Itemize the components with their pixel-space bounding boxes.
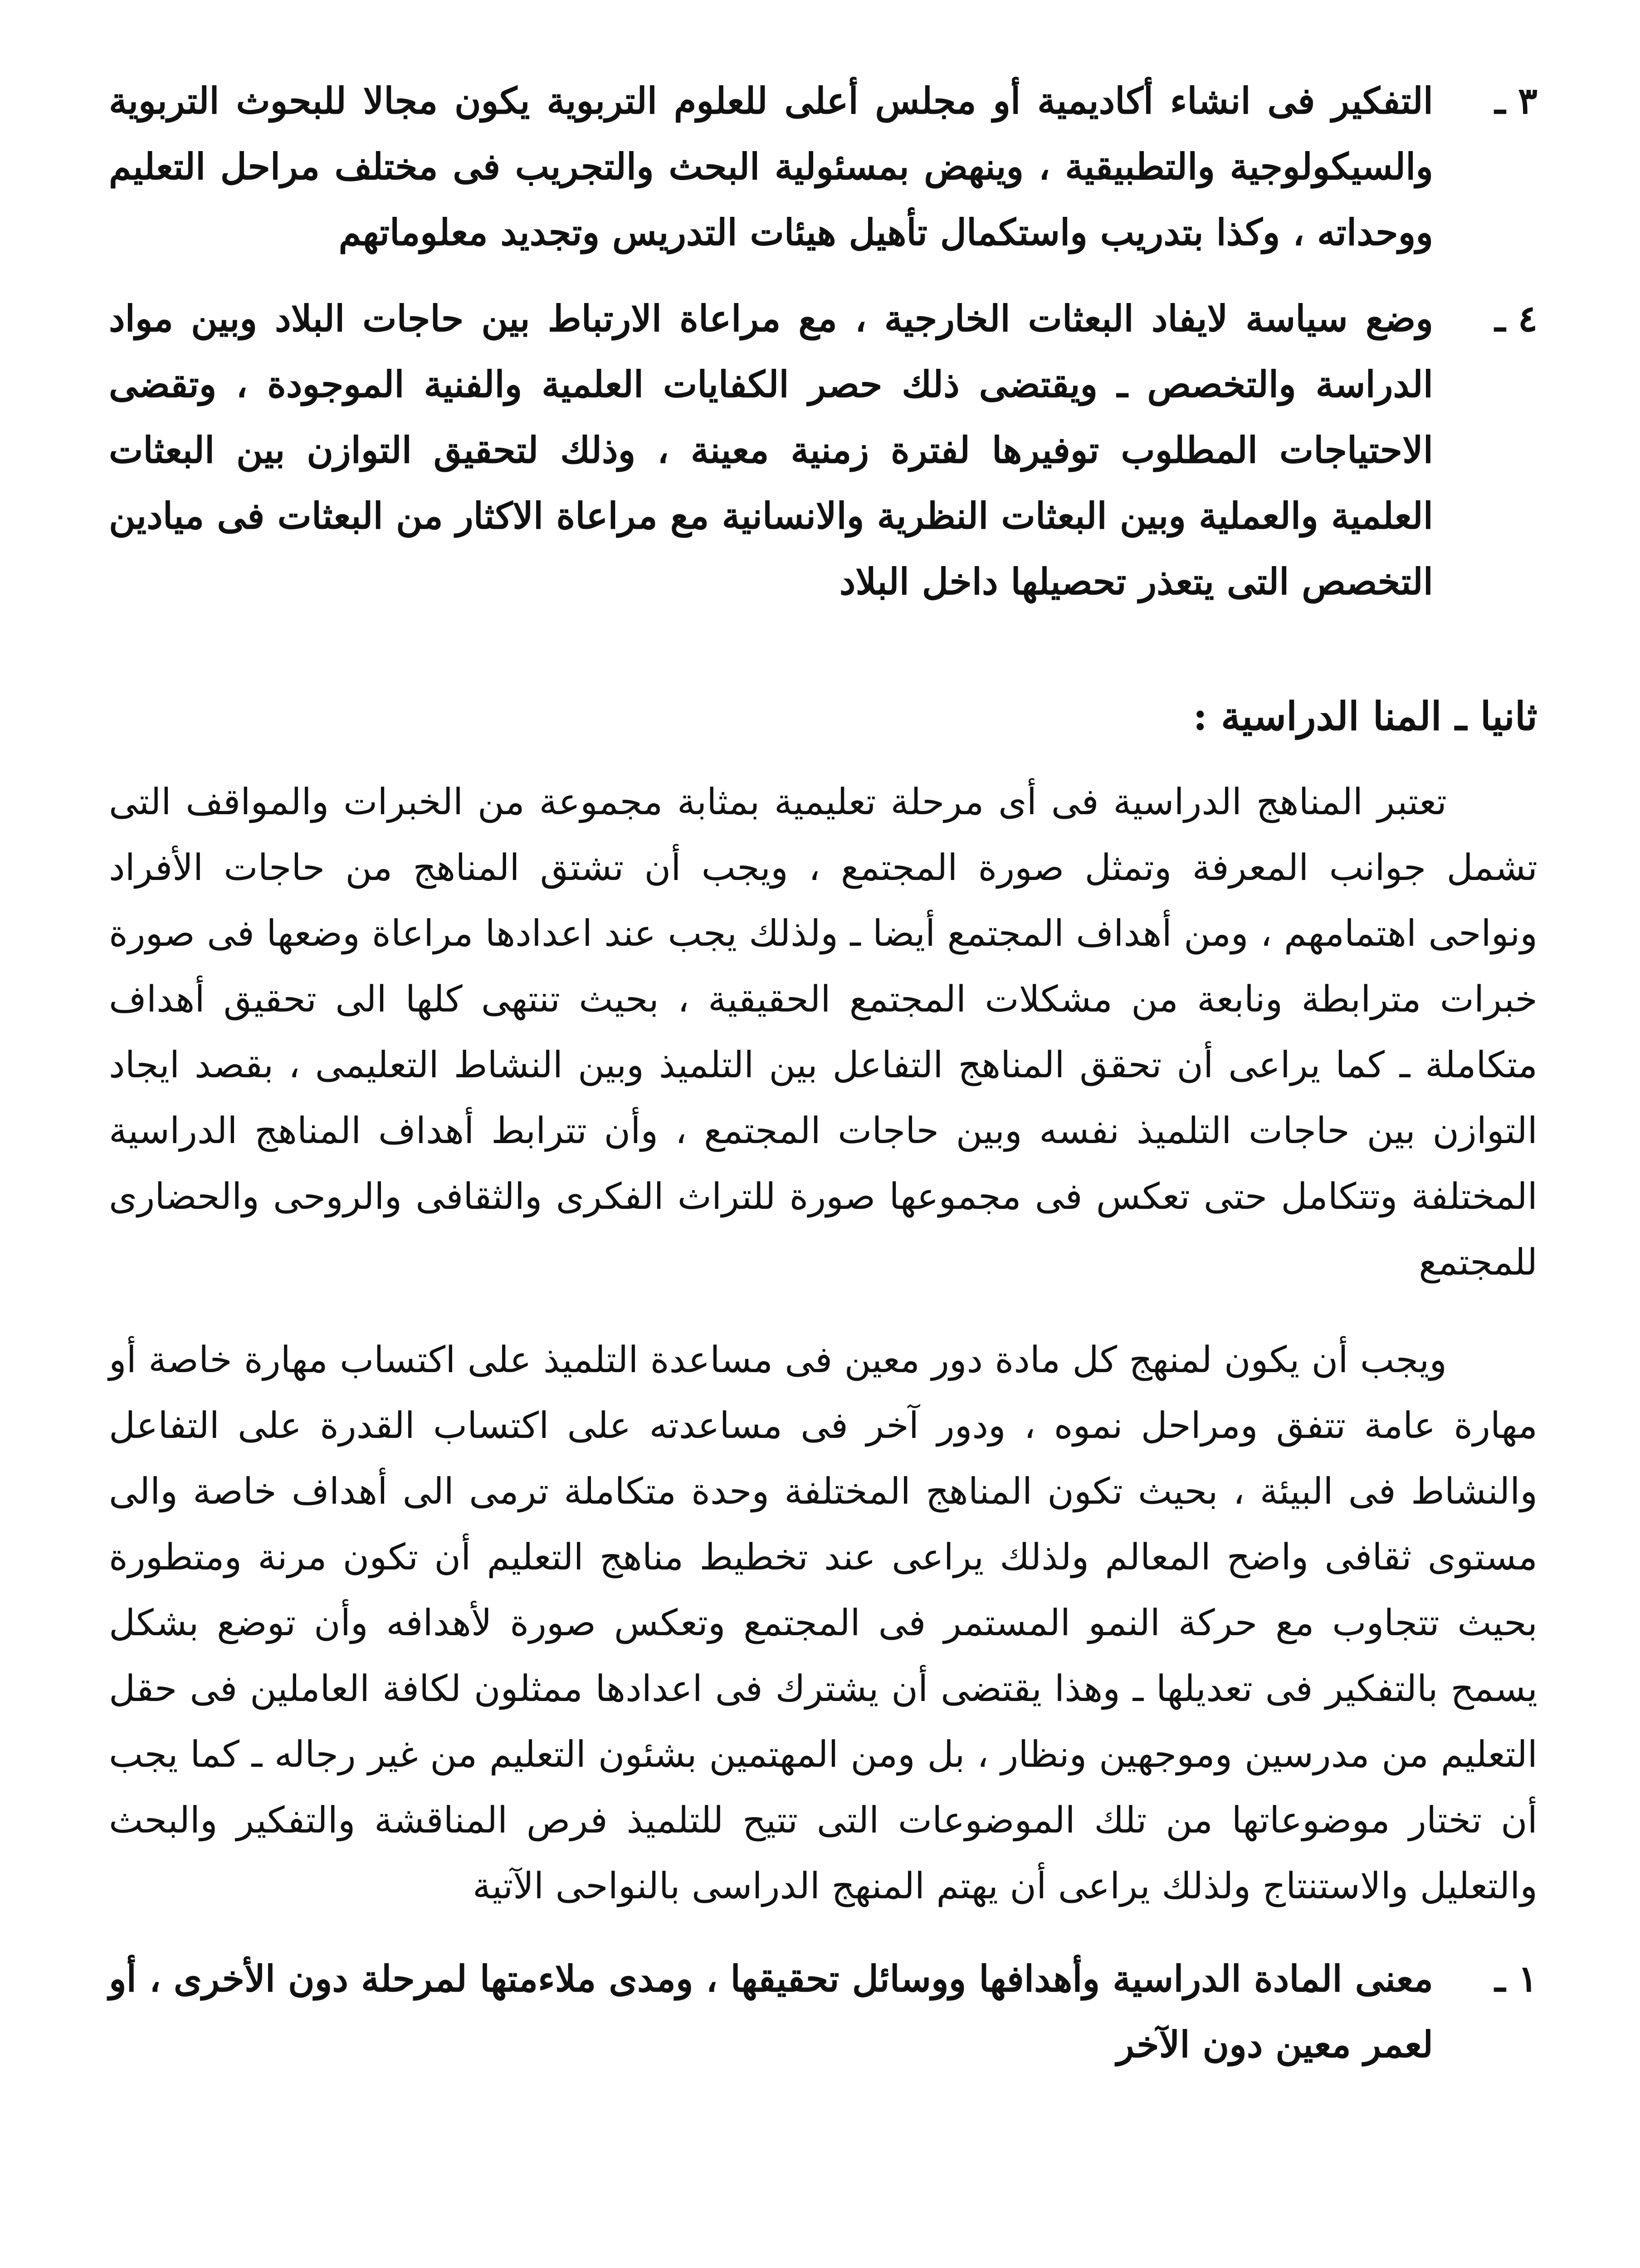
- list-number: ١ ـ: [1494, 1957, 1538, 2000]
- list-item-text: معنى المادة الدراسية وأهدافها ووسائل تحقيقها ، ومدى ملاءمتها لمرحلة دون الأخرى ، أو لعمر معين دون الآخر: [109, 1957, 1433, 2066]
- list-item-4: [109, 286, 1538, 615]
- list-item-text: وضع سياسة لايفاد البعثات الخارجية ، مع مراعاة الارتباط بين حاجات البلاد وبين مواد الدراسة والتخصص ـ ويقتضى ذلك حصر الكفايات العلمية والفنية الموجودة ، وتقضى الاحتياجات المطلوب توفيرها لفترة زمنية معينة ، وذلك لتحقيق التوازن بين البعثات العلمية والعملية وبين البعثات النظرية والانسانية مع مراعاة الاكثار من البعثات فى ميادين التخصص التى يتعذر تحصيلها داخل البلاد: [109, 297, 1433, 603]
- list-item-1: [109, 1946, 1538, 2077]
- document-page: [109, 68, 1538, 2268]
- list-item-text: التفكير فى انشاء أكاديمية أو مجلس أعلى للعلوم التربوية يكون مجالا للبحوث التربوية والسيكولوجية والتطبيقية ، وينهض بمسئولية البحث والتجريب فى مختلف مراحل التعليم ووحداته ، وكذا بتدريب واستكمال تأهيل هيئات التدريس وتجديد معلوماتهم: [109, 79, 1433, 254]
- section-heading: ثانيا ـ المنا الدراسية :: [1193, 694, 1538, 739]
- list-number: ٣ ـ: [1494, 79, 1538, 122]
- list-number: ٤ ـ: [1494, 297, 1538, 340]
- paragraph-2: ويجب أن يكون لمنهج كل مادة دور معين فى مساعدة التلميذ على اكتساب مهارة خاصة أو مهارة عامة تتفق ومراحل نموه ، ودور آخر فى مساعدته على اكتساب القدرة على التفاعل والنشاط فى البيئة ، بحيث تكون المناهج المختلفة وحدة متكاملة ترمى الى أهداف خاصة والى مستوى ثقافى واضح المعالم ولذلك يراعى عند تخطيط مناهج التعليم أن تكون مرنة ومتطورة بحيث تتجاوب مع حركة النمو المستمر فى المجتمع وتعكس صورة لأهدافه وأن توضع بشكل يسمح بالتفكير فى تعديلها ـ وهذا يقتضى أن يشترك فى اعدادها ممثلون لكافة العاملين فى حقل التعليم من مدرسين وموجهين ونظار ، بل ومن المهتمين بشئون التعليم من غير رجاله ـ كما يجب أن تختار موضوعاتها من تلك الموضوعات التى تتيح للتلميذ فرص المناقشة والتفكير والبحث والتعليل والاستنتاج ولذلك يراعى أن يهتم المنهج الدراسى بالنواحى الآتية: [109, 1339, 1538, 1907]
- paragraph-1: تعتبر المناهج الدراسية فى أى مرحلة تعليمية بمثابة مجموعة من الخبرات والمواقف التى تشمل جوانب المعرفة وتمثل صورة المجتمع ، ويجب أن تشتق المناهج من حاجات الأفراد ونواحى اهتمامهم ، ومن أهداف المجتمع أيضا ـ ولذلك يجب عند اعدادها مراعاة وضعها فى صورة خبرات مترابطة ونابعة من مشكلات المجتمع الحقيقية ، بحيث تنتهى كلها الى تحقيق أهداف متكاملة ـ كما يراعى أن تحقق المناهج التفاعل بين التلميذ وبين النشاط التعليمى ، بقصد ايجاد التوازن بين حاجات التلميذ نفسه وبين حاجات المجتمع ، وأن تترابط أهداف المناهج الدراسية المختلفة وتتكامل حتى تعكس فى مجموعها صورة للتراث الفكرى والثقافى والروحى والحضارى للمجتمع: [109, 781, 1538, 1283]
- list-item-3: [109, 68, 1538, 265]
